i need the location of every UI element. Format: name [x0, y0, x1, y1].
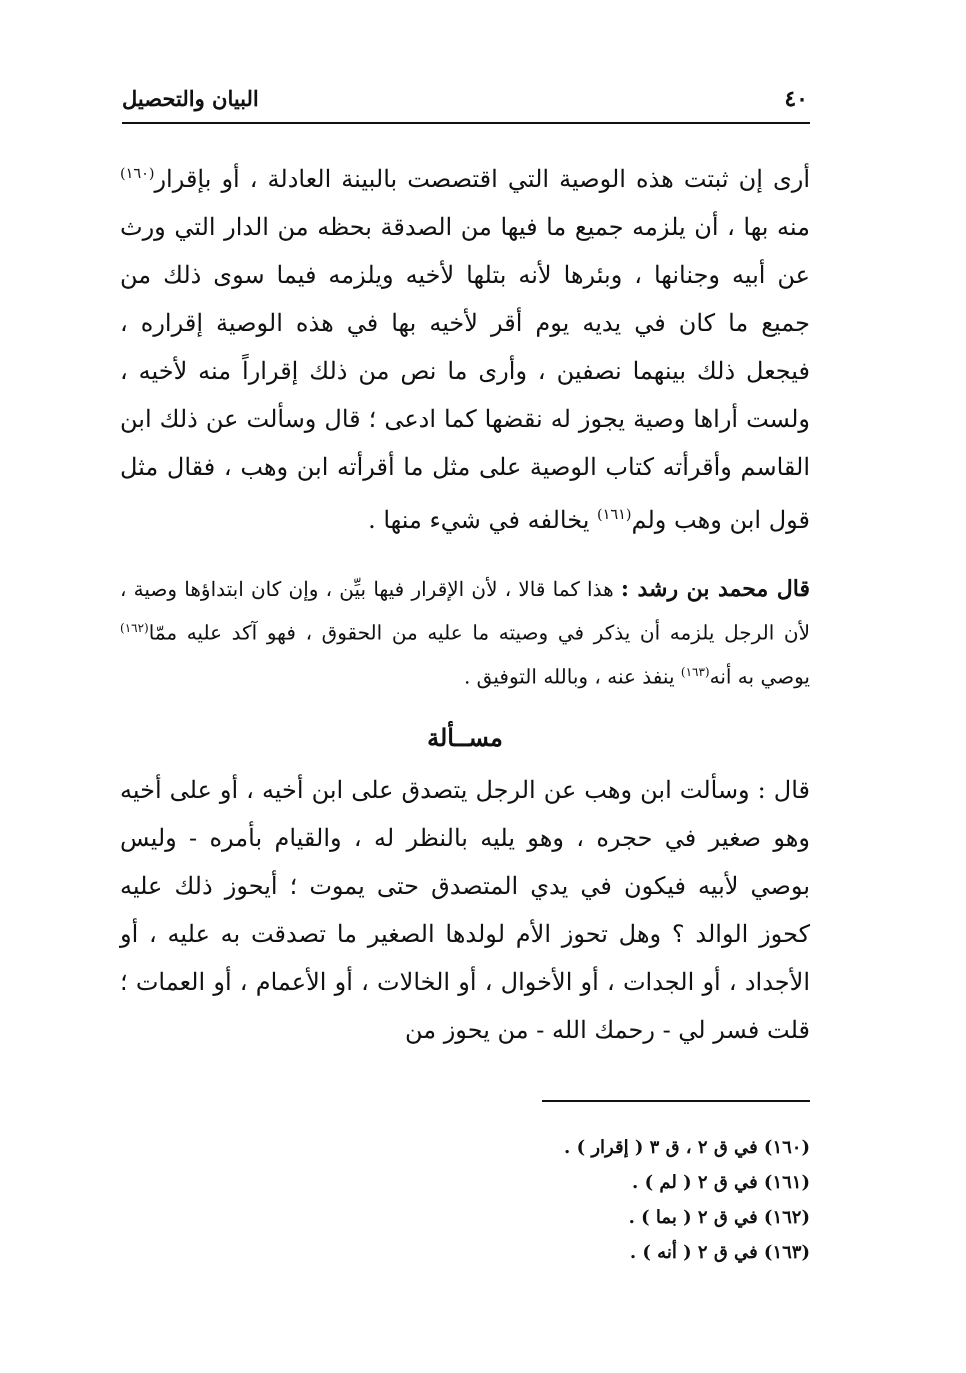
commentary-text-part: هذا كما قالا ، لأن الإقرار فيها بيِّن ، وإن كان ابتداؤها وصية ، لأن الرجل يلزمه أن يذكر في وصيته ما عليه من الحقوق ، فهو آكد عليه ممّا	[120, 577, 810, 645]
commentary-paragraph	[120, 570, 810, 696]
commentary-text-part: ينفذ عنه ، وبالله التوفيق .	[463, 664, 681, 689]
footnote-ref-162: (١٦٢)	[120, 621, 149, 635]
footnote-160: (١٦٠) في ق ٢ ، ق ٣ ( إقرار ) .	[564, 1137, 810, 1158]
commentary-passage	[120, 570, 810, 696]
page-header	[122, 82, 810, 124]
section-heading: مســألة	[427, 723, 503, 753]
main-paragraph	[120, 150, 810, 544]
main-passage	[120, 150, 810, 544]
commentary-text-part: يوصي به أنه	[709, 664, 810, 689]
main-text-part: أرى إن ثبتت هذه الوصية التي اقتصصت بالبينة العادلة ، أو بإقرار	[154, 165, 810, 193]
footnote-ref-161: (١٦١)	[597, 507, 632, 523]
main-text-part: منه بها ، أن يلزمه جميع ما فيها من الصدقة بحظه من الدار التي ورث عن أبيه وجنانها ، وبئرها لأنه بتلها لأخيه ويلزمه فيما سوى ذلك من جميع ما كان في يديه يوم أقر لأخيه بها في هذه الوصية إقراره ، فيجعل ذلك بينهما نصفين ، وأرى ما نص من ذلك إقراراً منه لأخيه ، ولست أراها وصية يجوز له نقضها كما ادعى ؛ قال وسألت عن ذلك ابن القاسم وأقرأته كتاب الوصية على مثل ما أقرأته ابن وهب ، فقال مثل قول ابن وهب ولم	[120, 213, 810, 534]
footnote-162: (١٦٢) في ق ٢ ( بما ) .	[628, 1207, 810, 1228]
running-title: البيان والتحصيل	[122, 86, 259, 111]
section-passage	[120, 766, 810, 1054]
footnotes	[390, 1130, 810, 1270]
footnote-ref-160: (١٦٠)	[120, 166, 155, 182]
footnote-161: (١٦١) في ق ٢ ( لم ) .	[632, 1172, 810, 1193]
footnote-ref-163: (١٦٣)	[680, 664, 710, 679]
footnote-163: (١٦٣) في ق ٢ ( أنه ) .	[629, 1242, 810, 1263]
page-number: ٤٠	[784, 86, 808, 112]
page-body	[120, 150, 810, 1054]
commentary-speaker: قال محمد بن رشد :	[620, 576, 810, 602]
main-text-part: يخالفه في شيء منها .	[368, 506, 598, 534]
section-paragraph: قال : وسألت ابن وهب عن الرجل يتصدق على ابن أخيه ، أو على أخيه وهو صغير في حجره ، وهو يليه بالنظر له ، والقيام بأمره - وليس بوصي لأبيه فيكون في يدي المتصدق حتى يموت ؛ أيحوز ذلك عليه كحوز الوالد ؟ وهل تحوز الأم لولدها الصغير ما تصدقت به عليه ، أو الأجداد ، أو الجدات ، أو الأخوال ، أو الخالات ، أو الأعمام ، أو العمات ؛ قلت فسر لي - رحمك الله - من يحوز من	[120, 776, 810, 1045]
footnote-divider	[542, 1100, 810, 1102]
